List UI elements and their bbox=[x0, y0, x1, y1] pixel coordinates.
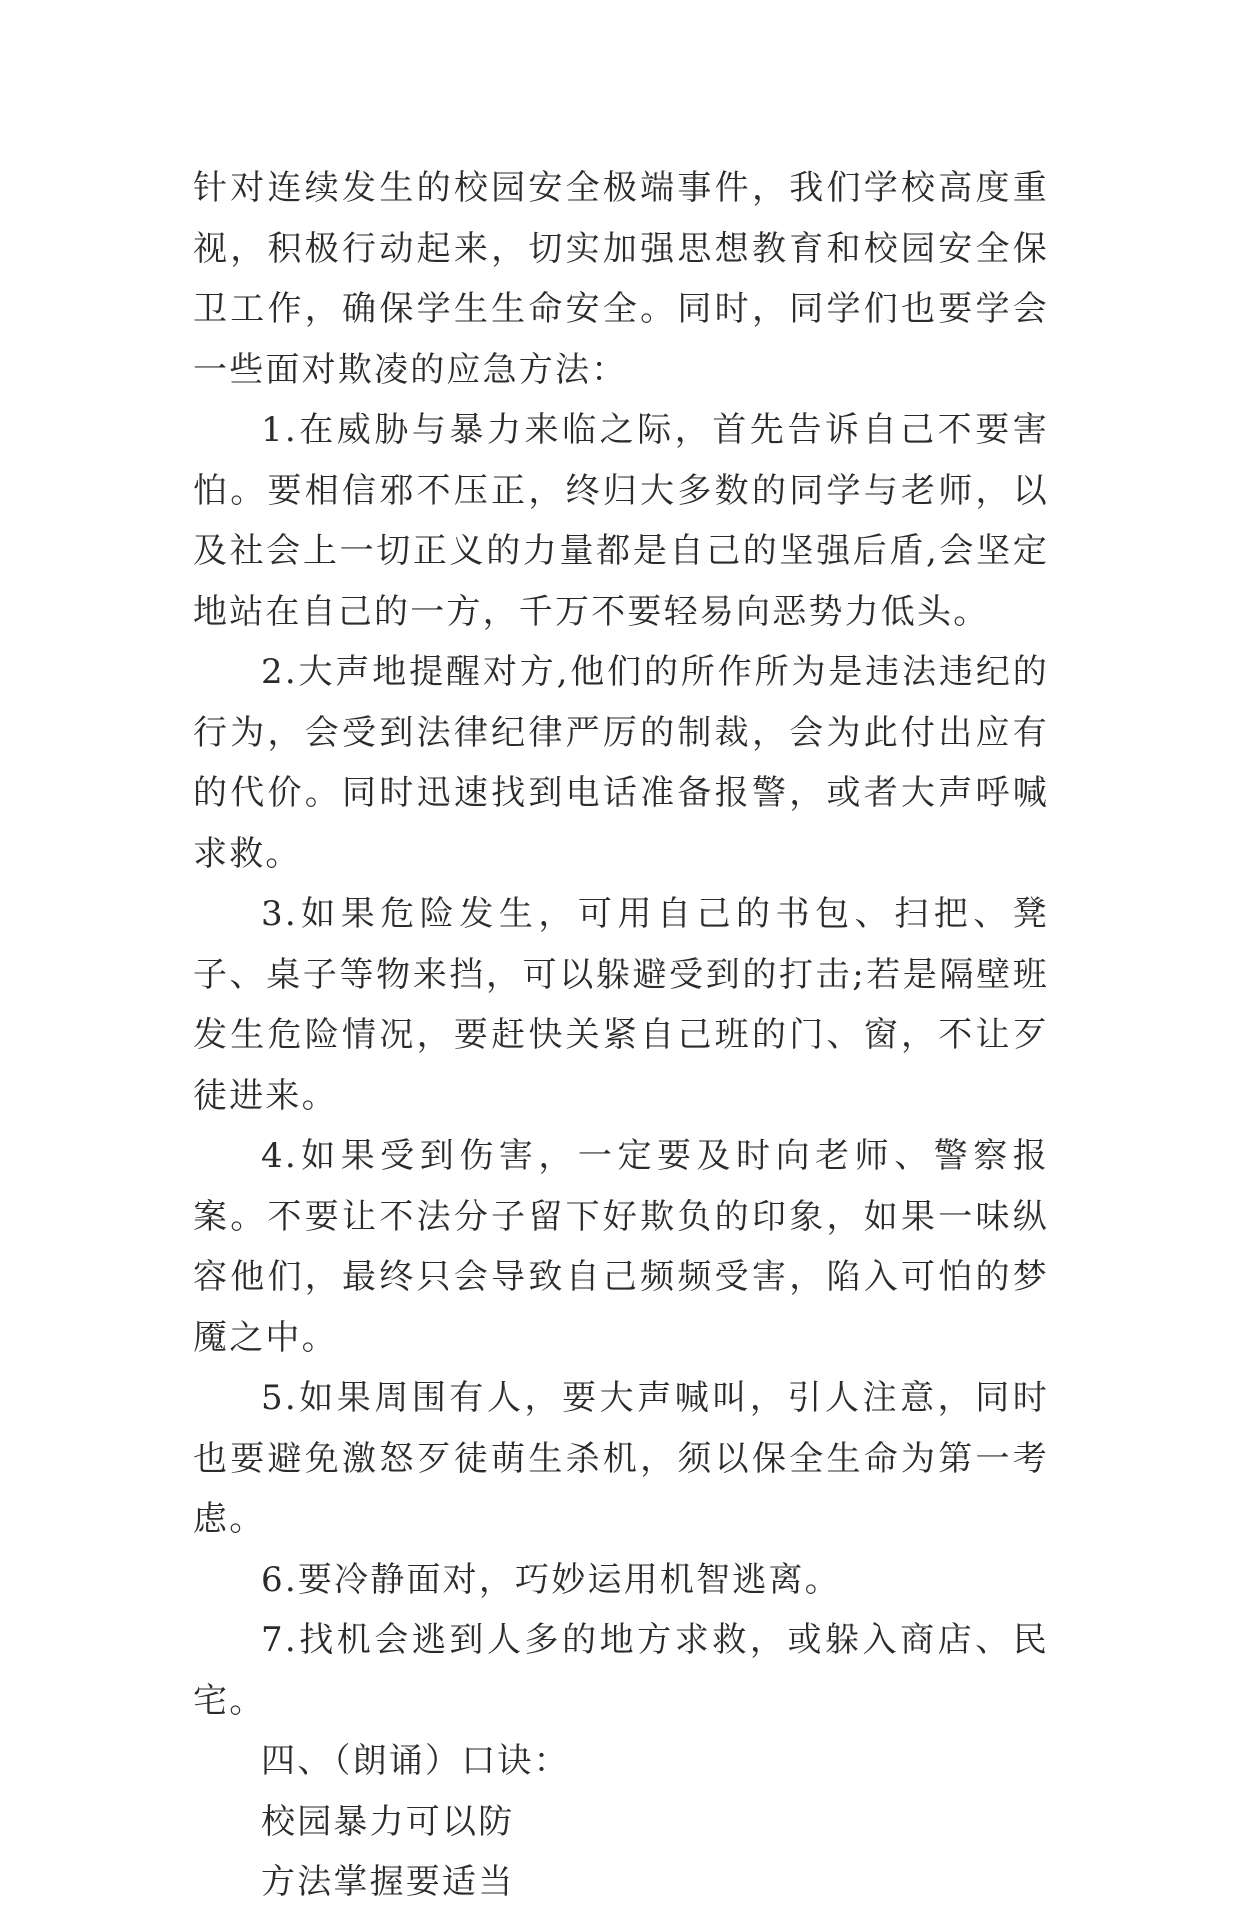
list-item-3: 3.如果危险发生，可用自己的书包、扫把、凳子、桌子等物来挡，可以躲避受到的打击;若是隔壁班发生危险情况，要赶快关紧自己班的门、窗，不让歹徒进来。 bbox=[193, 894, 1049, 1116]
verse-line-2: 方法掌握要适当 bbox=[261, 1862, 515, 1902]
list-item-2: 2.大声地提醒对方,他们的所作所为是违法违纪的行为，会受到法律纪律严厉的制裁，会为此付出应有的代价。同时迅速找到电话准备报警，或者大声呼喊求救。 bbox=[193, 652, 1049, 874]
document-body bbox=[193, 158, 1049, 1913]
list-item-5: 5.如果周围有人，要大声喊叫，引人注意，同时也要避免激怒歹徒萌生杀机，须以保全生命为第一考虑。 bbox=[193, 1378, 1049, 1539]
list-item-6: 6.要冷静面对，巧妙运用机智逃离。 bbox=[261, 1559, 841, 1600]
list-item-7: 7.找机会逃到人多的地方求救，或躲入商店、民宅。 bbox=[193, 1620, 1049, 1721]
section-heading: 四、（朗诵）口诀： bbox=[261, 1741, 570, 1781]
intro-paragraph: 针对连续发生的校园安全极端事件，我们学校高度重视，积极行动起来，切实加强思想教育和校园安全保卫工作，确保学生生命安全。同时，同学们也要学会一些面对欺凌的应急方法： bbox=[193, 168, 1049, 390]
list-item-4: 4.如果受到伤害，一定要及时向老师、警察报案。不要让不法分子留下好欺负的印象，如果一味纵容他们，最终只会导致自己频频受害，陷入可怕的梦魇之中。 bbox=[193, 1136, 1049, 1358]
list-item-1: 1.在威胁与暴力来临之际，首先告诉自己不要害怕。要相信邪不压正，终归大多数的同学与老师，以及社会上一切正义的力量都是自己的坚强后盾,会坚定地站在自己的一方，千万不要轻易向恶势力低头。 bbox=[193, 410, 1049, 632]
verse-line-1: 校园暴力可以防 bbox=[261, 1801, 515, 1842]
